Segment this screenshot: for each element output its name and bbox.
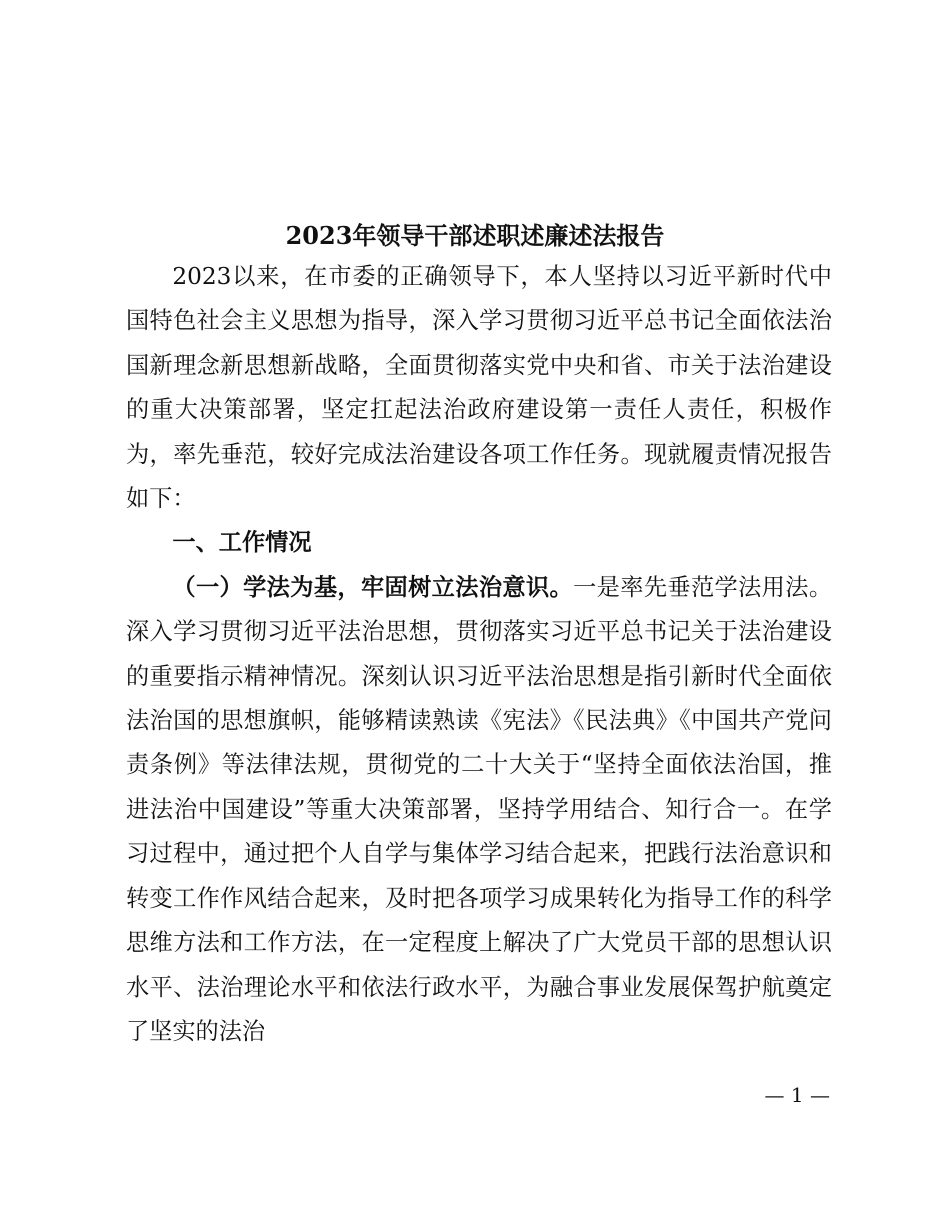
subsection-body: 一是率先垂范学法用法。深入学习贯彻习近平法治思想，贯彻落实习近平总书记关于法治建设的重要指示精神情况。深刻认识习近平法治思想是指引新时代全面依法治国的思想旗帜，能够精读熟读《宪法》《民法典》《中国共产党问责条例》等法律法规，贯彻党的二十大关于“坚持全面依法治国，推进法治中国建设”等重大决策部署，坚持学用结合、知行合一。在学习过程中，通过把个人自学与集体学习结合起来，把践行法治意识和转变工作作风结合起来，及时把各项学习成果转化为指导工作的科学思维方法和工作方法，在一定程度上解决了广大党员干部的思想认识水平、法治理论水平和依法行政水平，为融合事业发展保驾护航奠定了坚实的法治 [126, 573, 833, 1045]
page-number: — 1 — [764, 1083, 830, 1107]
section-heading: 一、工作情况 [172, 529, 312, 557]
intro-paragraph: 2023以来，在市委的正确领导下，本人坚持以习近平新时代中国特色社会主义思想为指导，深入学习贯彻习近平总书记全面依法治国新理念新思想新战略，全面贯彻落实党中央和省、市关于法治建设的重大决策部署，坚定扛起法治政府建设第一责任人责任，积极作为，率先垂范，较好完成法治建设各项工作任务。现就履责情况报告如下： [126, 263, 832, 513]
body-paragraph [126, 566, 832, 1054]
subsection-heading: （一）学法为基，牢固树立法治意识。 [172, 573, 574, 601]
document-title: 2023年领导干部述职述廉述法报告 [285, 221, 665, 250]
document-body [126, 255, 832, 1054]
